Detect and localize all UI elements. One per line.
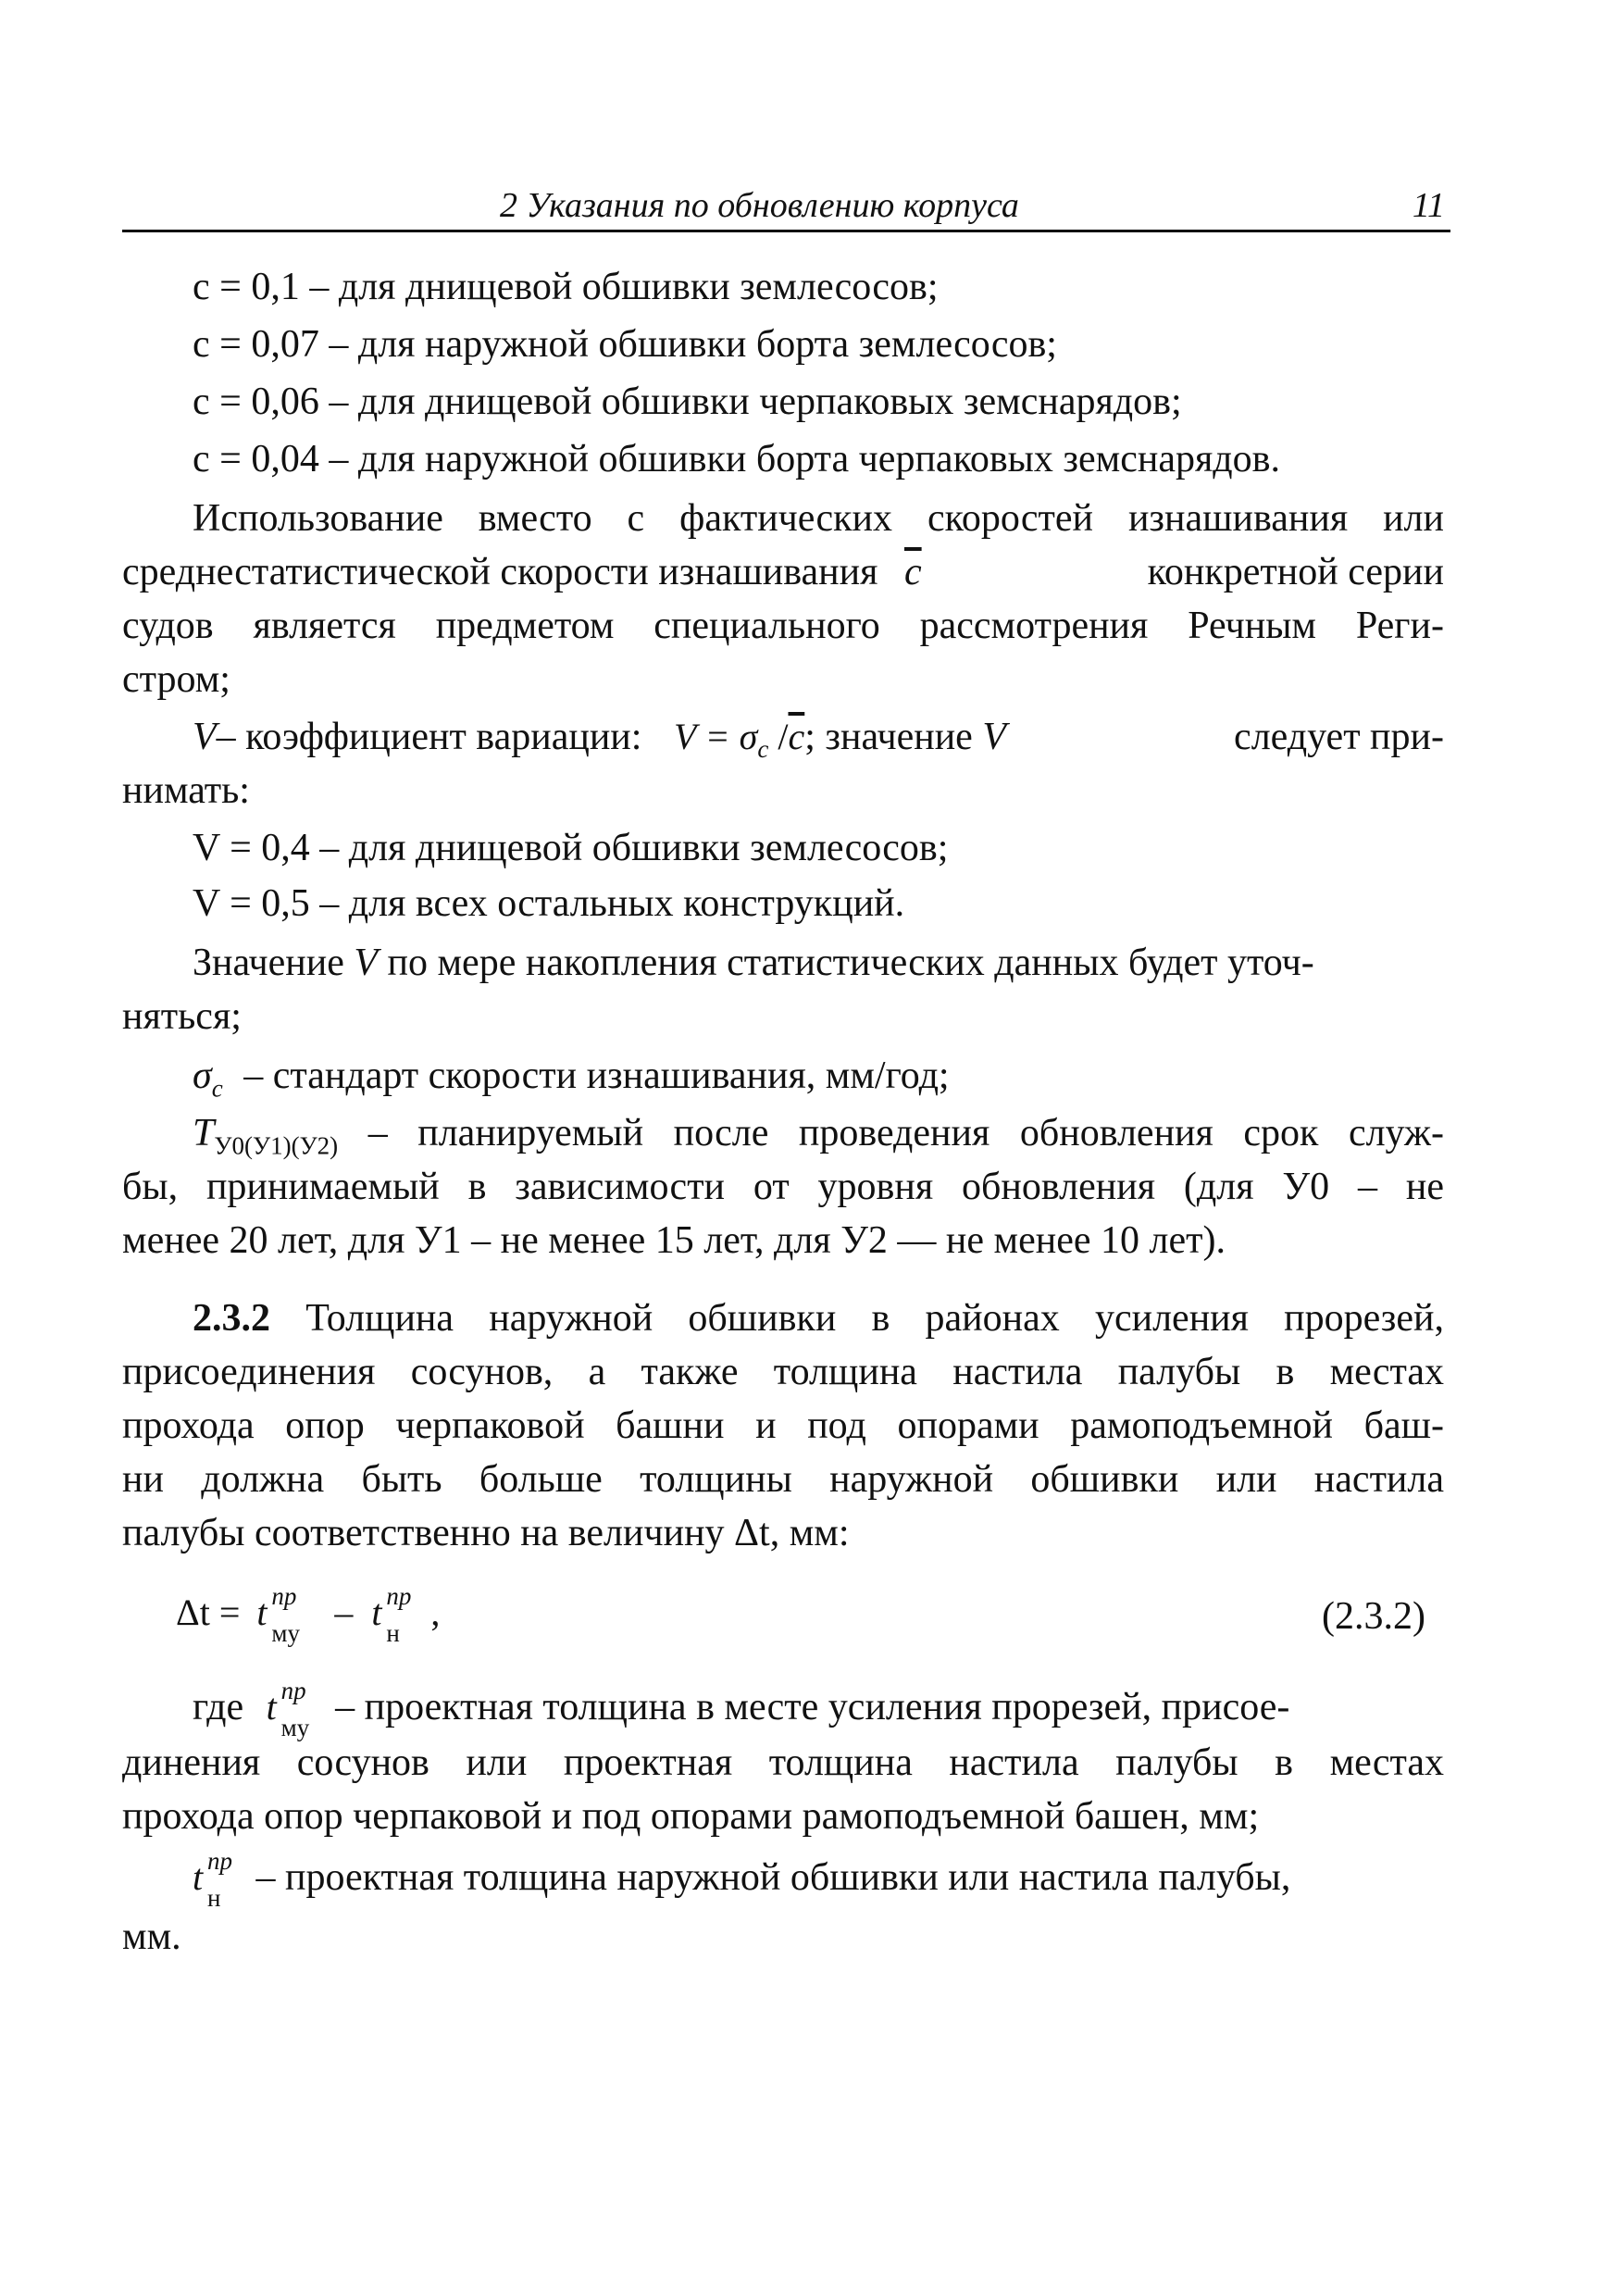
c-value-line-4: с = 0,04 – для наружной обшивки борта черпаковых земснарядов. [193,438,1280,480]
where-t-n [193,1847,246,1912]
t-my-term [256,1582,321,1647]
formula-sub: c [757,735,769,763]
refine-text-a: Значение [193,942,344,984]
service-life-line-2: бы, принимаемый в зависимости от уровня обновления (для У0 – не [122,1166,1444,1208]
usage-paragraph-line-4: стром; [122,658,230,701]
where-t2-sup: пр [207,1847,232,1875]
service-life-text-1: – планируемый после проведения обновления срок служ- [367,1112,1444,1154]
t-n-sub: н [386,1619,400,1647]
where-t-sup: пр [280,1677,306,1704]
c-value-line-1: с = 0,1 – для днищевой обшивки землесосов; [193,266,939,308]
formula-lhs: V = σ [673,716,758,757]
equation-comma: , [430,1591,441,1633]
equation-number: (2.3.2) [1322,1595,1425,1638]
usage-paragraph-line-2 [122,546,1444,598]
v-value-line-2: V = 0,5 – для всех остальных конструкций. [193,882,905,925]
clause-line-5: палубы соответственно на величину Δt, мм: [122,1512,850,1554]
usage-paragraph-line-1: Использование вместо с фактических скоростей изнашивания или [193,497,1444,540]
where-t-sub: му [280,1714,310,1741]
clause-line-2: присоединения сосунов, а также толщина настила палубы в местах [122,1351,1444,1393]
v-symbol-2: V [982,716,1006,758]
t-letter: t [256,1591,268,1633]
sigma-sub: c [211,1074,223,1103]
t-symbol: T [193,1112,215,1154]
refine-line-1 [193,937,1444,989]
running-header [122,181,1450,232]
sigma-line [193,1050,950,1102]
where-word: где [193,1686,244,1728]
t-letter-2: t [371,1591,382,1633]
t-sub: У0(У1)(У2) [214,1131,339,1160]
clause-line-4: ни должна быть больше толщины наружной обшивки или настила [122,1458,1444,1501]
variation-formula [673,716,805,763]
service-life-line-1 [193,1107,1444,1159]
v-symbol: V [193,716,217,758]
clause-number: 2.3.2 [193,1297,270,1340]
chapter-title: 2 Указания по обновлению корпуса [500,186,1019,225]
t-my-sub: му [271,1619,300,1647]
t-my-sup: пр [271,1582,297,1610]
equation-lhs: Δt = [176,1591,241,1633]
where-line-5: мм. [122,1915,181,1958]
where-t-letter: t [266,1686,277,1728]
formula-slash: / [778,716,789,757]
t-n-sup: пр [386,1582,412,1610]
c-value-line-2: с = 0,07 – для наружной обшивки борта землесосов; [193,323,1057,366]
variation-line-2: нимать: [122,769,250,812]
c-bar-symbol: с [903,551,922,593]
usage-paragraph-line-3: судов является предметом специального рассмотрения Речным Реги- [122,605,1444,647]
where-t-my [266,1677,326,1741]
variation-text-c: следует при- [1234,716,1444,758]
page-number: 11 [1412,186,1445,225]
usage-line2-text-b: конкретной серии [1147,551,1444,593]
v-symbol-3: V [354,942,378,984]
where-line-4 [193,1847,1444,1912]
t-n-term [371,1582,421,1647]
variation-text-b: ; значение [804,716,973,758]
clause-line-1 [193,1292,1444,1344]
service-life-line-3: менее 20 лет, для У1 – не менее 15 лет, для У2 — не менее 10 лет). [122,1219,1226,1262]
where-t2-letter: t [193,1856,204,1898]
where-text-4: – проектная толщина наружной обшивки или настила палубы, [255,1856,1291,1899]
usage-line2-text-a: среднестатистической скорости изнашивания [122,551,878,593]
variation-text-a: – коэффициент вариации: [216,716,642,758]
equation-minus: – [334,1591,354,1633]
where-line-3: прохода опор черпаковой и под опорами рамоподъемной башен, мм; [122,1795,1260,1838]
equation-2-3-2 [176,1582,441,1647]
where-t2-sub: н [207,1884,221,1912]
formula-cbar: $\overline{c}$ [788,716,805,757]
sigma-text: – стандарт скорости изнашивания, мм/год; [243,1054,950,1097]
clause-line-3: прохода опор черпаковой башни и под опорами рамоподъемной баш- [122,1404,1444,1447]
where-text-1: – проектная толщина в месте усиления прорезей, присое- [335,1686,1290,1728]
v-value-line-1: V = 0,4 – для днищевой обшивки землесосов; [193,827,949,869]
refine-text-b: по мере накопления статистических данных будет уточ- [387,942,1314,984]
variation-line-1 [193,711,1444,763]
sigma-symbol: σ [193,1054,212,1097]
clause-text-1: Толщина наружной обшивки в районах усиления прорезей, [305,1297,1444,1340]
refine-line-2: няться; [122,995,242,1038]
where-line-1 [193,1677,1444,1741]
where-line-2: динения сосунов или проектная толщина настила палубы в местах [122,1741,1444,1784]
c-value-line-3: с = 0,06 – для днищевой обшивки черпаковых земснарядов; [193,381,1182,423]
